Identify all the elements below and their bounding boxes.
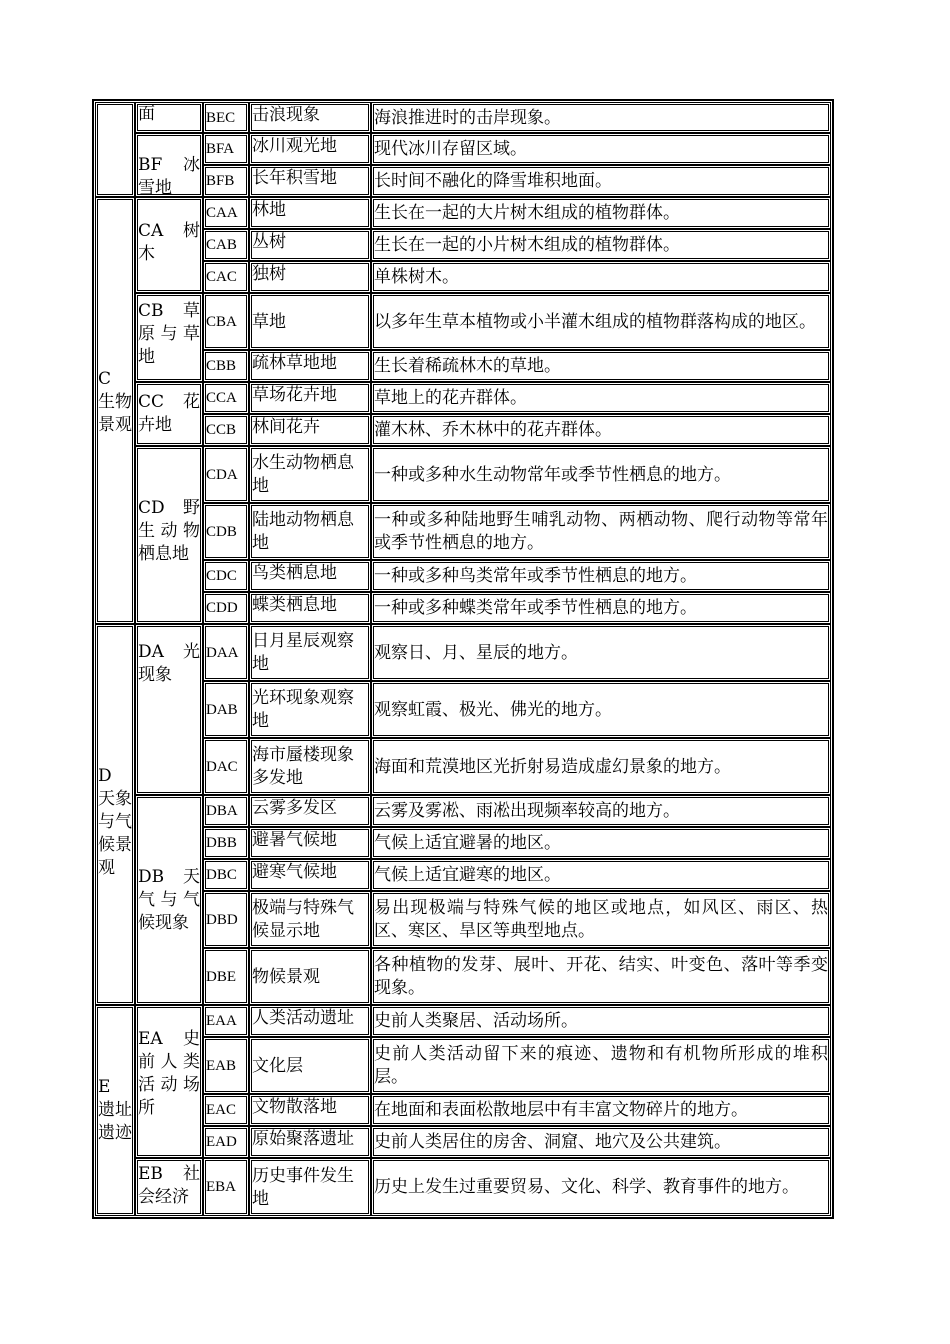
code-cell-text: CCA <box>206 390 237 406</box>
description-cell <box>371 446 831 503</box>
description-cell <box>371 229 831 261</box>
name-cell-text: 草地 <box>252 311 286 332</box>
code-cell-text: EAC <box>206 1102 236 1118</box>
description-cell-text: 以多年生草本植物或小半灌木组成的植物群落构成的地区。 <box>374 311 816 332</box>
description-cell-text: 单株树木。 <box>374 267 459 287</box>
category-cell-text: D 天象与气候景观 <box>98 766 132 878</box>
subtype-cell-text: BF 冰雪地 <box>138 155 200 197</box>
code-cell-text: DBD <box>206 911 238 928</box>
code-cell <box>203 859 249 891</box>
name-cell <box>249 1126 371 1158</box>
name-cell-text: 林地 <box>252 200 286 220</box>
name-cell <box>249 592 371 624</box>
code-cell <box>203 165 249 197</box>
subtype-cell <box>135 102 203 133</box>
code-cell <box>203 414 249 446</box>
description-cell <box>371 891 831 948</box>
name-cell-text: 鸟类栖息地 <box>252 563 337 583</box>
name-cell <box>249 446 371 503</box>
description-cell-text: 生长在一起的大片树木组成的植物群体。 <box>374 203 680 223</box>
code-cell-text: CBB <box>206 358 237 374</box>
name-cell <box>249 827 371 859</box>
name-cell <box>249 382 371 414</box>
name-cell-text: 林间花卉 <box>252 417 320 437</box>
description-cell <box>371 350 831 382</box>
code-cell <box>203 1005 249 1037</box>
description-cell <box>371 1094 831 1126</box>
description-cell-text: 史前人类聚居、活动场所。 <box>374 1011 578 1031</box>
description-cell <box>371 738 831 795</box>
name-cell <box>249 165 371 197</box>
description-cell-text: 海面和荒漠地区光折射易造成虚幻景象的地方。 <box>374 756 731 777</box>
name-cell-text: 极端与特殊气候显示地 <box>252 898 354 941</box>
code-cell <box>203 350 249 382</box>
code-cell-text: CCB <box>206 422 237 438</box>
code-cell-text: DBC <box>206 867 237 883</box>
name-cell <box>249 681 371 738</box>
subtype-cell-text: CD 野生动物栖息地 <box>138 498 200 564</box>
description-cell <box>371 859 831 891</box>
description-cell <box>371 1005 831 1037</box>
code-cell-text: DBB <box>206 835 237 851</box>
code-cell <box>203 293 249 350</box>
subtype-cell <box>135 197 203 293</box>
name-cell <box>249 859 371 891</box>
description-cell <box>371 133 831 165</box>
description-cell-text: 历史上发生过重要贸易、文化、科学、教育事件的地方。 <box>374 1177 799 1197</box>
name-cell <box>249 197 371 229</box>
code-cell <box>203 1037 249 1094</box>
code-cell-text: DBE <box>206 968 236 985</box>
subtype-cell-text: CB 草原与草地 <box>138 301 200 367</box>
description-cell-text: 云雾及雾凇、雨凇出现频率较高的地方。 <box>374 801 680 821</box>
name-cell-text: 文化层 <box>252 1055 303 1076</box>
name-cell-text: 日月星辰观察地 <box>252 631 354 674</box>
description-cell-text: 观察虹霞、极光、佛光的地方。 <box>374 699 612 720</box>
name-cell-text: 避暑气候地 <box>252 830 337 850</box>
name-cell <box>249 624 371 681</box>
description-cell-text: 一种或多种陆地野生哺乳动物、两栖动物、爬行动物等常年或季节性栖息的地方。 <box>374 510 828 553</box>
name-cell-text: 丛树 <box>252 232 286 252</box>
code-cell-text: CAC <box>206 269 237 285</box>
description-cell-text: 一种或多种水生动物常年或季节性栖息的地方。 <box>374 464 731 485</box>
code-cell <box>203 891 249 948</box>
description-cell <box>371 382 831 414</box>
description-cell-text: 一种或多种鸟类常年或季节性栖息的地方。 <box>374 566 697 586</box>
code-cell-text: DBA <box>206 803 238 819</box>
category-cell-text: C 生物景观 <box>98 369 132 435</box>
category-cell-text: E 遗址遗迹 <box>98 1077 132 1143</box>
description-cell <box>371 948 831 1005</box>
name-cell-text: 光环现象观察地 <box>252 688 354 731</box>
name-cell-text: 疏林草地地 <box>252 353 337 373</box>
name-cell-text: 独树 <box>252 264 286 284</box>
name-cell-text: 击浪现象 <box>252 105 320 125</box>
code-cell <box>203 624 249 681</box>
code-cell <box>203 1094 249 1126</box>
category-cell <box>95 197 135 624</box>
subtype-cell-text: DB 天气与气候现象 <box>138 867 200 933</box>
subtype-cell-text: DA 光现象 <box>138 642 200 685</box>
description-cell <box>371 503 831 560</box>
description-cell-text: 生长在一起的小片树木组成的植物群体。 <box>374 235 680 255</box>
description-cell <box>371 102 831 133</box>
subtype-cell-text: EA 史前人类活动场所 <box>138 1029 200 1118</box>
code-cell <box>203 446 249 503</box>
subtype-cell <box>135 624 203 795</box>
category-cell <box>95 102 135 197</box>
code-cell <box>203 261 249 293</box>
description-cell-text: 观察日、月、星辰的地方。 <box>374 642 578 663</box>
code-cell <box>203 560 249 592</box>
name-cell <box>249 795 371 827</box>
name-cell <box>249 102 371 133</box>
subtype-cell-text: 面 <box>138 104 155 124</box>
description-cell-text: 在地面和表面松散地层中有丰富文物碎片的地方。 <box>374 1100 748 1120</box>
description-cell <box>371 681 831 738</box>
code-cell <box>203 948 249 1005</box>
name-cell-text: 冰川观光地 <box>252 136 337 156</box>
subtype-cell <box>135 795 203 1005</box>
code-cell-text: DAC <box>206 758 238 775</box>
description-cell <box>371 1158 831 1216</box>
name-cell-text: 人类活动遗址 <box>252 1008 354 1028</box>
code-cell <box>203 503 249 560</box>
description-cell <box>371 197 831 229</box>
code-cell <box>203 102 249 133</box>
code-cell <box>203 681 249 738</box>
name-cell-text: 物候景观 <box>252 966 320 987</box>
description-cell <box>371 1126 831 1158</box>
code-cell-text: EBA <box>206 1179 236 1195</box>
name-cell <box>249 503 371 560</box>
code-cell-text: EAB <box>206 1057 236 1074</box>
subtype-cell-text: CC 花卉地 <box>138 392 200 435</box>
subtype-cell <box>135 382 203 446</box>
name-cell-text: 避寒气候地 <box>252 862 337 882</box>
code-cell-text: CBA <box>206 313 237 330</box>
name-cell <box>249 350 371 382</box>
description-cell <box>371 261 831 293</box>
name-cell <box>249 1158 371 1216</box>
code-cell <box>203 738 249 795</box>
name-cell-text: 陆地动物栖息地 <box>252 510 354 553</box>
code-cell-text: CDA <box>206 466 238 483</box>
subtype-cell-text: CA 树木 <box>138 221 200 264</box>
description-cell <box>371 414 831 446</box>
description-cell-text: 一种或多种蝶类常年或季节性栖息的地方。 <box>374 598 697 618</box>
name-cell-text: 海市蜃楼现象多发地 <box>252 745 354 788</box>
code-cell <box>203 229 249 261</box>
subtype-cell-text: EB 社会经济 <box>138 1164 200 1207</box>
name-cell-text: 蝶类栖息地 <box>252 595 337 615</box>
name-cell-text: 长年积雪地 <box>252 168 337 188</box>
description-cell <box>371 827 831 859</box>
name-cell <box>249 948 371 1005</box>
code-cell <box>203 827 249 859</box>
category-cell <box>95 624 135 1005</box>
subtype-cell <box>135 293 203 382</box>
name-cell <box>249 891 371 948</box>
description-cell-text: 海浪推进时的击岸现象。 <box>374 107 561 128</box>
name-cell <box>249 1005 371 1037</box>
description-cell <box>371 795 831 827</box>
code-cell-text: CDD <box>206 600 238 616</box>
subtype-cell <box>135 1005 203 1158</box>
name-cell <box>249 133 371 165</box>
description-cell-text: 气候上适宜避寒的地区。 <box>374 865 561 885</box>
code-cell-text: CAA <box>206 205 238 221</box>
description-cell-text: 易出现极端与特殊气候的地区或地点，如风区、雨区、热区、寒区、旱区等典型地点。 <box>374 898 828 941</box>
code-cell-text: BFA <box>206 141 235 157</box>
code-cell-text: BFB <box>206 173 235 189</box>
code-cell-text: CAB <box>206 237 237 253</box>
name-cell <box>249 1037 371 1094</box>
name-cell-text: 草场花卉地 <box>252 385 337 405</box>
code-cell <box>203 1158 249 1216</box>
description-cell-text: 生长着稀疏林木的草地。 <box>374 356 561 376</box>
name-cell <box>249 293 371 350</box>
name-cell-text: 原始聚落遗址 <box>252 1129 354 1149</box>
name-cell <box>249 1094 371 1126</box>
name-cell <box>249 261 371 293</box>
name-cell-text: 文物散落地 <box>252 1097 337 1117</box>
code-cell-text: CDB <box>206 523 237 540</box>
description-cell-text: 现代冰川存留区域。 <box>374 139 527 159</box>
subtype-cell <box>135 1158 203 1216</box>
description-cell-text: 长时间不融化的降雪堆积地面。 <box>374 171 612 191</box>
description-cell-text: 草地上的花卉群体。 <box>374 388 527 408</box>
code-cell <box>203 133 249 165</box>
code-cell-text: DAA <box>206 644 239 661</box>
code-cell-text: DAB <box>206 701 238 718</box>
code-cell-text: BEC <box>206 109 236 126</box>
description-cell <box>371 624 831 681</box>
name-cell-text: 云雾多发区 <box>252 798 337 818</box>
description-cell-text: 灌木林、乔木林中的花卉群体。 <box>374 420 612 440</box>
name-cell <box>249 738 371 795</box>
code-cell <box>203 197 249 229</box>
description-cell-text: 史前人类居住的房舍、洞窟、地穴及公共建筑。 <box>374 1132 731 1152</box>
code-cell-text: EAD <box>206 1134 237 1150</box>
name-cell <box>249 414 371 446</box>
name-cell <box>249 560 371 592</box>
code-cell <box>203 592 249 624</box>
name-cell <box>249 229 371 261</box>
subtype-cell <box>135 446 203 624</box>
name-cell-text: 历史事件发生地 <box>252 1165 354 1209</box>
code-cell-text: EAA <box>206 1013 237 1029</box>
description-cell <box>371 1037 831 1094</box>
code-cell <box>203 795 249 827</box>
code-cell <box>203 382 249 414</box>
name-cell-text: 水生动物栖息地 <box>252 453 354 496</box>
description-cell <box>371 293 831 350</box>
code-cell-text: CDC <box>206 568 237 584</box>
description-cell-text: 史前人类活动留下来的痕迹、遗物和有机物所形成的堆积层。 <box>374 1044 828 1087</box>
description-cell-text: 各种植物的发芽、展叶、开花、结实、叶变色、落叶等季变现象。 <box>374 955 828 998</box>
description-cell <box>371 165 831 197</box>
subtype-cell <box>135 133 203 197</box>
description-cell <box>371 592 831 624</box>
description-cell <box>371 560 831 592</box>
description-cell-text: 气候上适宜避暑的地区。 <box>374 833 561 853</box>
category-cell <box>95 1005 135 1216</box>
code-cell <box>203 1126 249 1158</box>
